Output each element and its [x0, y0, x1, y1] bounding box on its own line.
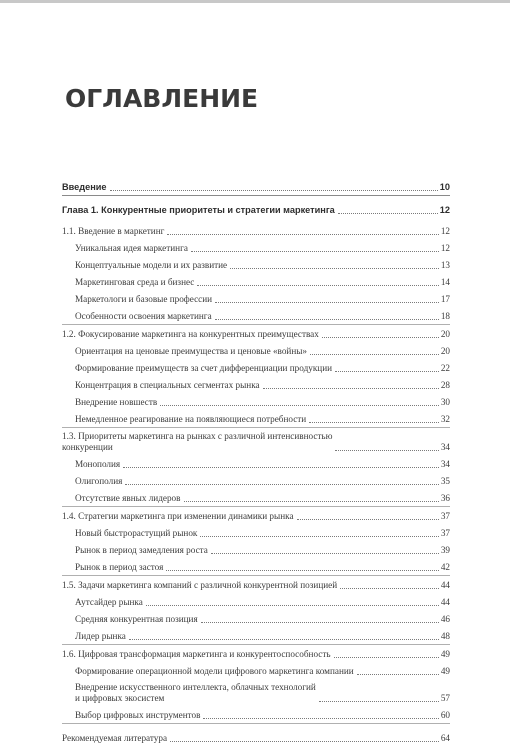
- leader-dots: [310, 354, 439, 355]
- leader-dots: [309, 422, 439, 423]
- toc-entry-label: Лидер рынка: [75, 631, 126, 641]
- toc-entry-label-line1: 1.3. Приоритеты маркетинга на рынках с различной интенсивностью: [62, 431, 333, 441]
- toc-subsection[interactable]: [62, 239, 450, 256]
- leader-dots: [129, 639, 439, 640]
- toc-entry-page: 46: [440, 614, 450, 624]
- toc-entry-chapter[interactable]: [62, 196, 450, 218]
- toc-subsection[interactable]: [62, 472, 450, 489]
- toc-subsection[interactable]: [62, 376, 450, 393]
- toc-entry-label: Уникальная идея маркетинга: [75, 243, 188, 253]
- leader-dots: [146, 605, 439, 606]
- leader-dots: [167, 234, 438, 235]
- leader-dots: [335, 450, 438, 451]
- toc-entry-label-line1: Внедрение искусственного интеллекта, облачных технологий: [75, 682, 316, 692]
- toc-entry-page: 49: [440, 649, 450, 659]
- toc-subsection[interactable]: [62, 489, 450, 506]
- leader-dots: [170, 741, 439, 742]
- toc-entry-label: Немедленное реагирование на появляющиеся потребности: [75, 414, 307, 424]
- toc-entry-page: 17: [440, 294, 450, 304]
- toc-entry-page: 12: [440, 243, 450, 253]
- toc-entry-label: Рынок в период замедления роста: [75, 545, 208, 555]
- leader-dots: [334, 657, 439, 658]
- toc-section[interactable]: [62, 428, 450, 455]
- toc-entry-page: 42: [440, 562, 450, 572]
- leader-dots: [263, 388, 439, 389]
- toc-entry-label: 1.6. Цифровая трансформация маркетинга и конкурентоспособность: [62, 649, 331, 659]
- toc-entry-label: 1.1. Введение в маркетинг: [62, 226, 165, 236]
- toc-entry-label: Маркетологи и базовые профессии: [75, 294, 213, 304]
- leader-dots: [160, 405, 439, 406]
- leader-dots: [211, 553, 439, 554]
- toc-entry-label: 1.2. Фокусирование маркетинга на конкурентных преимуществах: [62, 329, 319, 339]
- toc-section[interactable]: [62, 222, 450, 239]
- toc-entry-label: [62, 431, 332, 453]
- leader-dots: [166, 570, 438, 571]
- leader-dots: [322, 337, 439, 338]
- toc-entry-page: 60: [440, 710, 450, 720]
- toc-subsection[interactable]: [62, 455, 450, 472]
- toc-entry-page: 18: [440, 311, 450, 321]
- toc-subsection[interactable]: [62, 541, 450, 558]
- toc-subsection[interactable]: [62, 273, 450, 290]
- leader-dots: [215, 302, 439, 303]
- toc-entry-page: 44: [440, 597, 450, 607]
- toc-entry-label: Введение: [62, 182, 107, 192]
- toc-entry-label: [75, 682, 316, 704]
- leader-dots: [184, 501, 439, 502]
- toc-entry-label: Средняя конкурентная позиция: [75, 614, 198, 624]
- toc-entry-page: 64: [440, 733, 450, 743]
- leader-dots: [200, 536, 438, 537]
- toc-entry-page: 30: [440, 397, 450, 407]
- leader-dots: [110, 190, 438, 191]
- toc-entry-page: 57: [440, 693, 450, 703]
- toc-entry-page: 37: [440, 528, 450, 538]
- toc-entry-label: Ориентация на ценовые преимущества и ценовые «войны»: [75, 346, 308, 356]
- table-of-contents: [62, 173, 450, 746]
- toc-entry-label: Новый быстрорастущий рынок: [75, 528, 198, 538]
- toc-entry-page: 34: [440, 442, 450, 452]
- toc-entry-page: 13: [440, 260, 450, 270]
- leader-dots: [215, 319, 439, 320]
- leader-dots: [230, 268, 439, 269]
- toc-subsection[interactable]: [62, 706, 450, 723]
- toc-entry-page: 20: [440, 346, 450, 356]
- toc-entry-label: Внедрение новшеств: [75, 397, 158, 407]
- toc-entry-page: 44: [440, 580, 450, 590]
- toc-subsection[interactable]: [62, 593, 450, 610]
- toc-entry-label: Концептуальные модели и их развитие: [75, 260, 228, 270]
- toc-entry-label: 1.4. Стратегии маркетинга при изменении динамики рынка: [62, 511, 294, 521]
- toc-entry-label: Глава 1. Конкурентные приоритеты и стратегии маркетинга: [62, 205, 335, 215]
- toc-entry-label: Рынок в период застоя: [75, 562, 164, 572]
- toc-subsection[interactable]: [62, 342, 450, 359]
- toc-entry-page: 36: [440, 493, 450, 503]
- toc-subsection[interactable]: [62, 558, 450, 575]
- leader-dots: [335, 371, 439, 372]
- toc-entry-label: Маркетинговая среда и бизнес: [75, 277, 195, 287]
- toc-subsection[interactable]: [62, 662, 450, 679]
- toc-entry-label: Монополия: [75, 459, 121, 469]
- toc-entry-page: 49: [440, 666, 450, 676]
- leader-dots: [125, 484, 438, 485]
- toc-entry-page: 32: [440, 414, 450, 424]
- toc-subsection[interactable]: [62, 256, 450, 273]
- toc-section[interactable]: [62, 645, 450, 662]
- toc-entry-label: Концентрация в специальных сегментах рынка: [75, 380, 260, 390]
- leader-dots: [357, 674, 439, 675]
- toc-entry-page: 14: [440, 277, 450, 287]
- toc-entry-page: 34: [440, 459, 450, 469]
- toc-subsection[interactable]: [62, 524, 450, 541]
- toc-entry-label-line2: и цифровых экосистем: [75, 693, 165, 703]
- leader-dots: [340, 588, 439, 589]
- leader-dots: [203, 718, 438, 719]
- toc-subsection[interactable]: [62, 410, 450, 427]
- toc-entry-label: Выбор цифровых инструментов: [75, 710, 201, 720]
- toc-subsection[interactable]: [62, 359, 450, 376]
- leader-dots: [191, 251, 439, 252]
- toc-entry-label: Рекомендуемая литература: [62, 733, 168, 743]
- toc-subsection[interactable]: [62, 307, 450, 324]
- toc-subsection[interactable]: [62, 627, 450, 644]
- toc-entry-page: 22: [440, 363, 450, 373]
- toc-entry-page: 28: [440, 380, 450, 390]
- toc-entry-label: Аутсайдер рынка: [75, 597, 143, 607]
- top-rule: [0, 0, 510, 3]
- leader-dots: [201, 622, 439, 623]
- divider: [62, 723, 450, 724]
- toc-subsection[interactable]: [62, 393, 450, 410]
- toc-entry-intro[interactable]: [62, 173, 450, 195]
- toc-entry-page: 12: [440, 226, 450, 236]
- leader-dots: [197, 285, 438, 286]
- toc-entry-label: Формирование преимуществ за счет дифференциации продукции: [75, 363, 333, 373]
- leader-dots: [297, 519, 439, 520]
- leader-dots: [123, 467, 439, 468]
- toc-entry-label: Особенности освоения маркетинга: [75, 311, 212, 321]
- toc-entry-page: 35: [440, 476, 450, 486]
- toc-section[interactable]: [62, 507, 450, 524]
- toc-entry-page: 39: [440, 545, 450, 555]
- toc-subsection[interactable]: [62, 290, 450, 307]
- leader-dots: [319, 701, 439, 702]
- toc-entry-page: 10: [439, 182, 450, 192]
- toc-section[interactable]: [62, 576, 450, 593]
- toc-section[interactable]: [62, 325, 450, 342]
- toc-entry-literature[interactable]: [62, 729, 450, 746]
- toc-entry-label: Олигополия: [75, 476, 123, 486]
- toc-entry-label-line2: конкуренции: [62, 442, 113, 452]
- toc-entry-label: Формирование операционной модели цифрового маркетинга компании: [75, 666, 354, 676]
- toc-subsection[interactable]: [62, 679, 450, 706]
- toc-entry-label: Отсутствие явных лидеров: [75, 493, 181, 503]
- toc-entry-page: 48: [440, 631, 450, 641]
- toc-entry-page: 37: [440, 511, 450, 521]
- toc-subsection[interactable]: [62, 610, 450, 627]
- toc-entry-label: 1.5. Задачи маркетинга компаний с различной конкурентной позицией: [62, 580, 338, 590]
- leader-dots: [338, 213, 438, 214]
- page-title: ОГЛАВЛЕНИЕ: [65, 84, 259, 113]
- toc-entry-page: 12: [439, 205, 450, 215]
- toc-entry-page: 20: [440, 329, 450, 339]
